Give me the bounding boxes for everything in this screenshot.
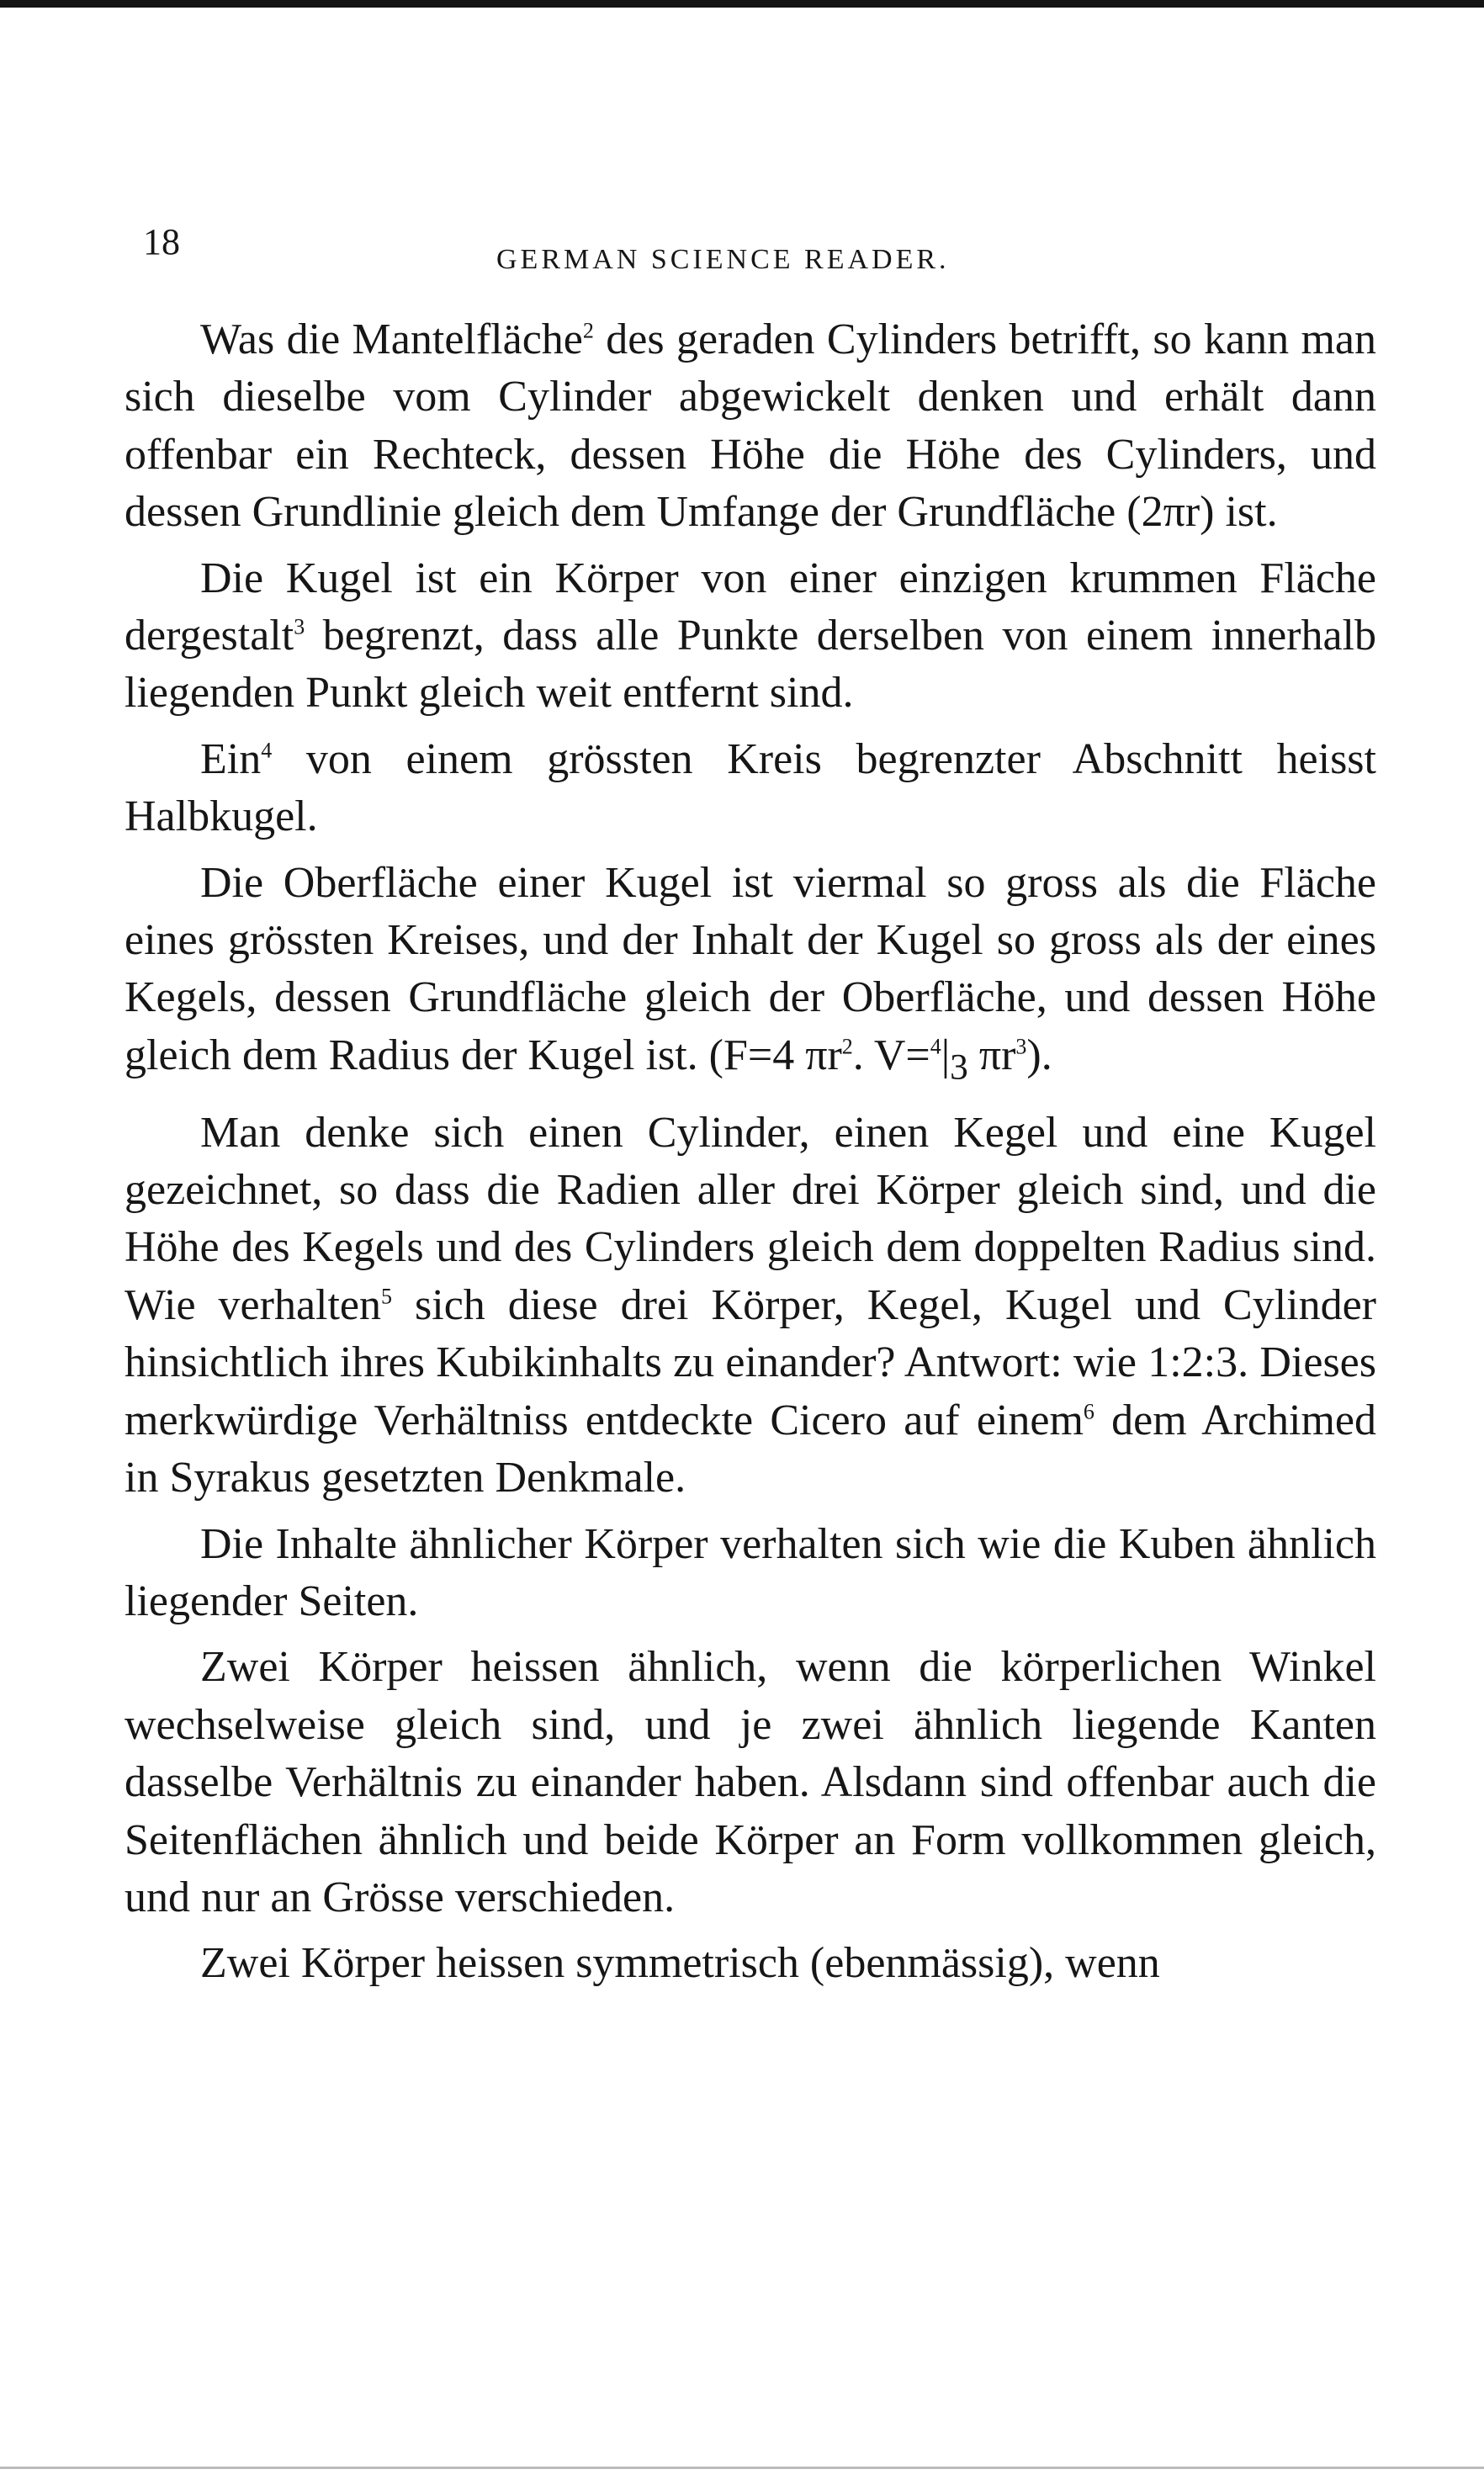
footnote-ref-6: 6: [1083, 1399, 1094, 1424]
footnote-ref-4: 4: [261, 738, 273, 763]
footnote-ref-2: 2: [582, 318, 594, 343]
bottom-scan-edge: [0, 2467, 1484, 2469]
body-text: [125, 311, 1376, 2001]
paragraph-cylinder-kegel-kugel: Man denke sich einen Cylinder, einen Kegel und eine Kugel gezeichnet, so dass die Radien aller drei Körper gleich sind, und die Höhe des Kegels und des Cylinders gleich dem doppelten Radius sind. Wie verhalten$^5$ sich diese drei Körper, Kegel, Kugel und Cylinder hinsichtlich ihres Kubikinhalts zu einander? Antwort: wie 1:2:3. Dieses merkwürdige Verhältniss entdeckte Cicero auf einem$^6$ dem Archimed in Syrakus gesetzten Denkmale.: [125, 1108, 1376, 1502]
top-border: [0, 0, 1484, 8]
footnote-ref-3: 3: [294, 614, 305, 639]
paragraph-symmetrisch: Zwei Körper heissen symmetrisch (ebenmässig), wenn: [200, 1939, 1160, 1988]
paragraph-oberflaeche: Die Oberfläche einer Kugel ist viermal so gross als die Fläche eines grössten Kreises, und der Inhalt der Kugel so gross als der eines Kegels, dessen Grundfläche gleich der Oberfläche, und dessen Höhe gleich dem Radius der Kugel ist. (F=4 $\pi r^2$. $V=^4|_3$ $\pi r^3$).: [125, 858, 1376, 1088]
running-head: GERMAN SCIENCE READER.: [496, 244, 950, 275]
paragraph-aehnlich: Zwei Körper heissen ähnlich, wenn die körperlichen Winkel wechselweise gleich sind, und je zwei ähnlich liegende Kanten dasselbe Verhältnis zu einander haben. Alsdann sind offenbar auch die Seitenflächen ähnlich und beide Körper an Form vollkommen gleich, und nur an Grösse verschieden.: [125, 1643, 1376, 1921]
page-header: [143, 220, 1371, 279]
paragraph-kugel: Die Kugel ist ein Körper von einer einzigen krummen Fläche dergestalt$^3$ begrenzt, dass alle Punkte derselben von einem innerhalb liegenden Punkt gleich weit entfernt sind.: [125, 554, 1376, 718]
footnote-ref-5: 5: [381, 1284, 392, 1309]
paragraph-inhalte: Die Inhalte ähnlicher Körper verhalten sich wie die Kuben ähnlich liegender Seiten.: [125, 1519, 1376, 1625]
page-number: 18: [143, 221, 180, 262]
paragraph-mantelflaeche: Was die Mantelfläche$^2$ des geraden Cylinders betrifft, so kann man sich dieselbe vom Cylinder abgewickelt denken und erhält dann offenbar ein Rechteck, dessen Höhe die Höhe des Cylinders, und dessen Grundlinie gleich dem Umfange der Grundfläche (2πr) ist.: [125, 315, 1377, 537]
paragraph-halbkugel: Ein$^4$ von einem grössten Kreis begrenzter Abschnitt heisst Halbkugel.: [125, 734, 1376, 841]
